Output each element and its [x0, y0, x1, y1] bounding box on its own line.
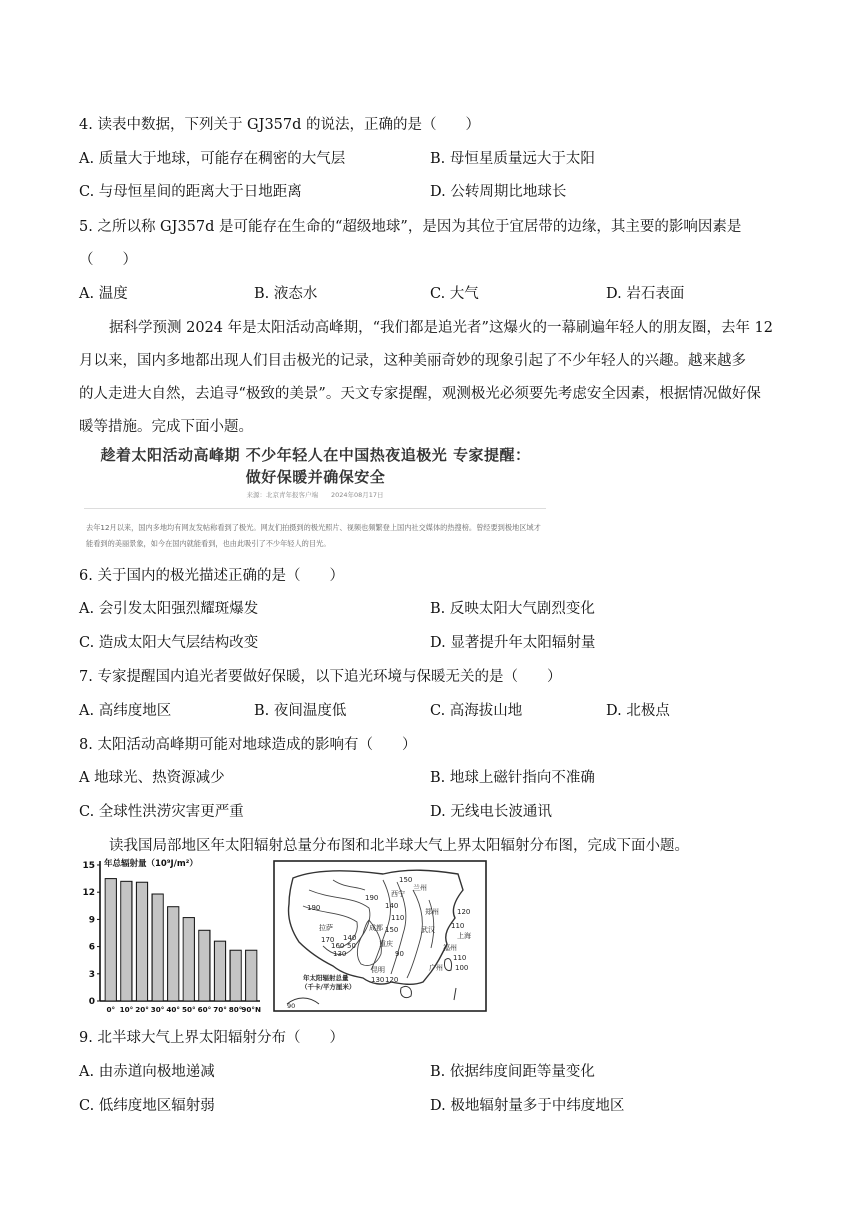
map-label: 110 [453, 954, 467, 962]
passage1-line3: 的人走进大自然，去追寻“极致的美景”。天文专家提醒，观测极光必须要先考虑安全因素，根据情况做好保 [79, 386, 761, 402]
q8-option-d: D. 无线电长波通讯 [430, 804, 552, 820]
q9-option-a: A. 由赤道向极地递减 [79, 1064, 215, 1080]
map-label: 140 [343, 934, 357, 942]
x-tick-label: 50° [181, 1005, 196, 1014]
q9-option-b: B. 依据纬度间距等量变化 [430, 1064, 595, 1080]
q4-stem: 4. 读表中数据，下列关于 GJ357d 的说法，正确的是（ ） [79, 117, 481, 133]
map-label: 160 [331, 942, 345, 950]
map-legend-unit: （千卡/平方厘米） [301, 983, 356, 991]
news-headline [88, 444, 543, 488]
bar [230, 950, 241, 1001]
map-label: 190 [365, 894, 379, 902]
passage1-line2: 月以来，国内多地都出现人们目击极光的记录，这种美丽奇妙的现象引起了不少年轻人的兴趣。越来越多 [79, 353, 746, 369]
q6-stem: 6. 关于国内的极光描述正确的是（ ） [79, 568, 344, 584]
news-divider [84, 508, 546, 509]
q7-stem: 7. 专家提醒国内追光者要做好保暖，以下追光环境与保暖无关的是（ ） [79, 669, 562, 685]
map-label: 110 [451, 922, 465, 930]
news-source: 来源：北京青年报客户端 2024年08月17日 [246, 491, 384, 499]
y-tick-label: 0 [88, 997, 95, 1007]
y-tick-label: 3 [88, 969, 95, 980]
q6-option-d: D. 显著提升年太阳辐射量 [430, 635, 596, 651]
x-tick-label: 90°N [241, 1005, 262, 1014]
q7-option-a: A. 高纬度地区 [79, 703, 172, 719]
passage1-line4: 暖等措施。完成下面小题。 [79, 419, 253, 435]
x-tick-label: 70° [213, 1005, 227, 1014]
map-label: 100 [455, 964, 469, 972]
x-tick-label: 60° [197, 1005, 212, 1014]
bar [136, 882, 147, 1001]
q5-option-b: B. 液态水 [254, 286, 318, 302]
map-label: 武汉 [421, 926, 435, 934]
q5-stem-cont: （ ） [79, 252, 137, 268]
q9-option-d: D. 极地辐射量多于中纬度地区 [430, 1098, 625, 1114]
bar [214, 941, 225, 1001]
y-tick-label: 15 [82, 861, 95, 871]
q6-option-c: C. 造成太阳大气层结构改变 [79, 635, 259, 651]
china-radiation-map [273, 860, 487, 1012]
map-label: 兰州 [413, 884, 427, 892]
q8-option-b: B. 地球上磁针指向不准确 [430, 770, 595, 786]
bar [168, 907, 179, 1001]
map-label: 郑州 [425, 908, 439, 916]
map-label: 广州 [429, 964, 443, 972]
news-headline-line1: 趁着太阳活动高峰期 不少年轻人在中国热夜追极光 专家提醒： [100, 446, 531, 464]
q9-stem: 9. 北半球大气上界太阳辐射分布（ ） [79, 1030, 344, 1046]
q8-option-c: C. 全球性洪涝灾害更严重 [79, 804, 244, 820]
map-label: 成都 [369, 924, 383, 932]
map-label: 170 [321, 936, 335, 944]
q4-option-c: C. 与母恒星间的距离大于日地距离 [79, 184, 302, 200]
y-tick-label: 9 [88, 915, 95, 926]
x-tick-label: 40° [166, 1005, 181, 1014]
q6-option-b: B. 反映太阳大气剧烈变化 [430, 601, 595, 617]
chart-title: 年总辐射量（10⁹J/m²） [104, 859, 198, 869]
map-label: 130 [333, 950, 347, 958]
map-label: 福州 [443, 944, 457, 952]
bar [199, 930, 210, 1001]
x-tick-label: 80° [228, 1005, 243, 1014]
x-tick-label: 0° [106, 1005, 116, 1014]
x-tick-label: 10° [119, 1005, 134, 1014]
map-label: 拉萨 [319, 924, 333, 932]
news-headline-line2: 做好保暖并确保安全 [245, 468, 386, 486]
map-label: 150 [399, 876, 413, 884]
map-label: 50 [347, 942, 356, 950]
map-label: 120 [457, 908, 471, 916]
map-label: 西宁 [391, 890, 405, 898]
map-label: 140 [385, 902, 399, 910]
map-label: 110 [391, 914, 405, 922]
bar [183, 918, 194, 1001]
q5-option-a: A. 温度 [79, 286, 128, 302]
map-legend-title: 年太阳辐射总量 [303, 974, 349, 982]
q5-stem: 5. 之所以称 GJ357d 是可能存在生命的“超级地球”，是因为其位于宜居带的边缘，其主要的影响因素是 [79, 219, 742, 235]
map-label: 上海 [457, 932, 471, 940]
map-label: 190 [307, 904, 321, 912]
bar [246, 950, 257, 1001]
bar [121, 881, 132, 1001]
q5-option-c: C. 大气 [430, 286, 479, 302]
q7-option-d: D. 北极点 [606, 703, 670, 719]
q7-option-c: C. 高海拔山地 [430, 703, 523, 719]
q4-option-a: A. 质量大于地球，可能存在稠密的大气层 [79, 151, 346, 167]
news-screenshot [80, 440, 550, 552]
radiation-bar-chart [76, 855, 262, 1015]
map-label: 重庆 [379, 940, 393, 948]
q7-option-b: B. 夜间温度低 [254, 703, 347, 719]
map-label: 130 [371, 976, 385, 984]
bar [105, 879, 116, 1001]
map-label: 昆明 [371, 966, 385, 974]
passage1-line1: 据科学预测 2024 年是太阳活动高峰期，“我们都是追光者”这爆火的一幕刷遍年轻人的朋友圈，去年 12 [109, 320, 774, 336]
map-legend-value: 90 [287, 1002, 296, 1010]
x-tick-label: 20° [135, 1005, 149, 1014]
q8-option-a: A 地球光、热资源减少 [79, 770, 225, 786]
passage2: 读我国局部地区年太阳辐射总量分布图和北半球大气上界太阳辐射分布图，完成下面小题。 [109, 838, 689, 854]
y-tick-label: 6 [88, 942, 95, 953]
q5-option-d: D. 岩石表面 [606, 286, 685, 302]
q9-option-c: C. 低纬度地区辐射弱 [79, 1098, 215, 1114]
map-label: 150 [385, 926, 399, 934]
q6-option-a: A. 会引发太阳强烈耀斑爆发 [79, 601, 259, 617]
map-label: 120 [385, 976, 399, 984]
y-tick-label: 12 [82, 888, 95, 899]
map-label: 90 [395, 950, 404, 958]
x-tick-label: 30° [150, 1005, 165, 1014]
q8-stem: 8. 太阳活动高峰期可能对地球造成的影响有（ ） [79, 737, 417, 753]
news-body: 去年12月以来，国内多地均有网友发帖称看到了极光。网友们拍摄到的极光照片、视频也频繁登上国内社交媒体的热搜榜。曾经要到极地区域才能看到的美丽景象，如今在国内就能看到，也由此吸引了不少年轻人的目光。 [86, 523, 541, 548]
q4-option-b: B. 母恒星质量远大于太阳 [430, 151, 595, 167]
bar [152, 894, 163, 1001]
q4-option-d: D. 公转周期比地球长 [430, 184, 567, 200]
